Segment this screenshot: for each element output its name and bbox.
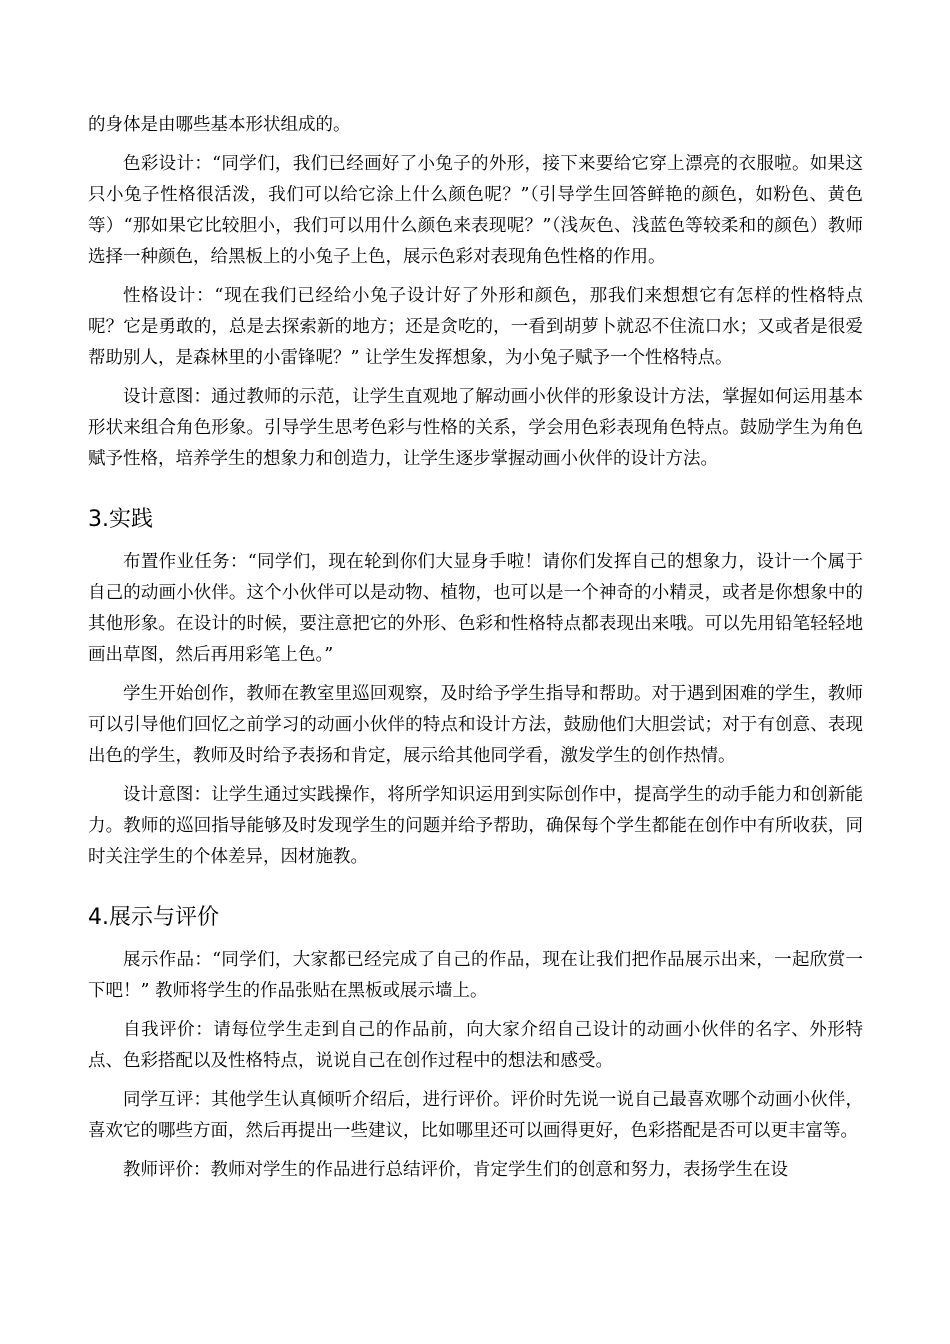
paragraph-continuation: 的身体是由哪些基本形状组成的。 [88, 115, 351, 135]
paragraph-teacher-evaluation: 教师评价：教师对学生的作品进行总结评价，肯定学生们的创意和努力，表扬学生在设 [123, 1160, 788, 1180]
paragraph-practice-intent: 设计意图：让学生通过实践操作，将所学知识运用到实际创作中，提高学生的动手能力和创新能力。教师的巡回指导能够及时发现学生的问题并给予帮助，确保每个学生都能在创作中有所收获，同时关注学生的个体差异，因材施教。 [88, 785, 863, 867]
section-heading-showcase: 4.展示与评价 [88, 905, 219, 930]
paragraph-personality-design: 性格设计：“现在我们已经给小兔子设计好了外形和颜色，那我们来想想它有怎样的性格特点呢？它是勇敢的，总是去探索新的地方；还是贪吃的，一看到胡萝卜就忍不住流口水；又或者是很爱帮助别人，是森林里的小雷锋呢？” 让学生发挥想象，为小兔子赋予一个性格特点。 [88, 286, 863, 368]
paragraph-student-creation: 学生开始创作，教师在教室里巡回观察，及时给予学生指导和帮助。对于遇到困难的学生，教师可以引导他们回忆之前学习的动画小伙伴的特点和设计方法，鼓励他们大胆尝试；对于有创意、表现出色的学生，教师及时给予表扬和肯定，展示给其他同学看，激发学生的创作热情。 [88, 684, 863, 766]
paragraph-self-evaluation: 自我评价：请每位学生走到自己的作品前，向大家介绍自己设计的动画小伙伴的名字、外形特点、色彩搭配以及性格特点，说说自己在创作过程中的想法和感受。 [88, 1020, 863, 1071]
document-page [88, 110, 863, 1194]
paragraph-color-design: 色彩设计：“同学们，我们已经画好了小兔子的外形，接下来要给它穿上漂亮的衣服啦。如果这只小兔子性格很活泼，我们可以给它涂上什么颜色呢？”（引导学生回答鲜艳的颜色，如粉色、黄色等）“那如果它比较胆小，我们可以用什么颜色来表现呢？”（浅灰色、浅蓝色等较柔和的颜色）教师选择一种颜色，给黑板上的小兔子上色，展示色彩对表现角色性格的作用。 [88, 154, 863, 267]
section-heading-practice: 3.实践 [88, 507, 153, 532]
paragraph-peer-evaluation: 同学互评：其他学生认真倾听介绍后，进行评价。评价时先说一说自己最喜欢哪个动画小伙伴，喜欢它的哪些方面，然后再提出一些建议，比如哪里还可以画得更好，色彩搭配是否可以更丰富等。 [88, 1090, 863, 1141]
paragraph-assignment: 布置作业任务：“同学们，现在轮到你们大显身手啦！请你们发挥自己的想象力，设计一个属于自己的动画小伙伴。这个小伙伴可以是动物、植物，也可以是一个神奇的小精灵，或者是你想象中的其他形象。在设计的时候，要注意把它的外形、色彩和性格特点都表现出来哦。可以先用铅笔轻轻地画出草图，然后再用彩笔上色。” [88, 552, 863, 665]
paragraph-design-intent: 设计意图：通过教师的示范，让学生直观地了解动画小伙伴的形象设计方法，掌握如何运用基本形状来组合角色形象。引导学生思考色彩与性格的关系，学会用色彩表现角色特点。鼓励学生为角色赋予性格，培养学生的想象力和创造力，让学生逐步掌握动画小伙伴的设计方法。 [88, 387, 863, 469]
paragraph-showcase: 展示作品：“同学们，大家都已经完成了自己的作品，现在让我们把作品展示出来，一起欣赏一下吧！” 教师将学生的作品张贴在黑板或展示墙上。 [88, 950, 863, 1001]
